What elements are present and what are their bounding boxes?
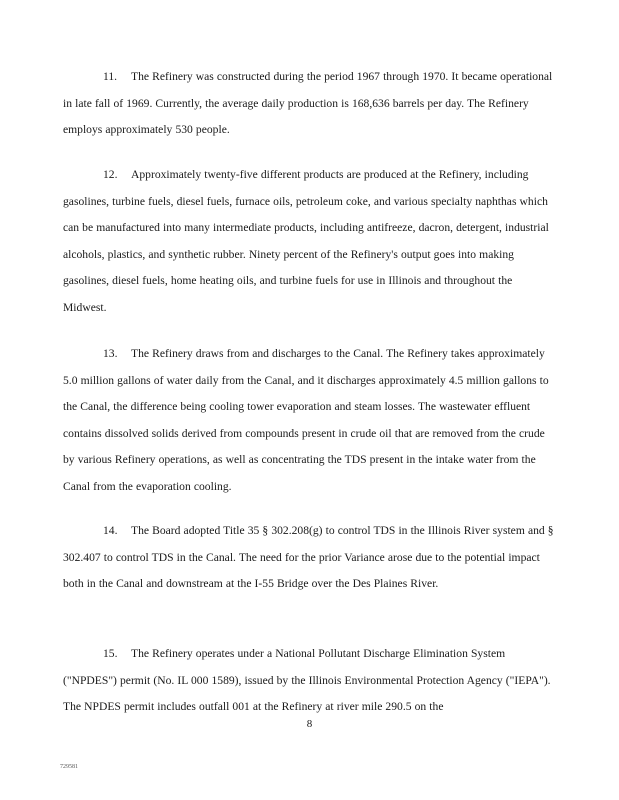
paragraph-number: 12. <box>103 168 118 181</box>
paragraph-15 <box>63 641 558 721</box>
page-number: 8 <box>306 718 313 730</box>
paragraph-text: The Refinery was constructed during the period 1967 through 1970. It became operational in late fall of 1969. Currently, the average daily production is 168,636 barrels per day. The Refinery employs approximately 530 people. <box>63 70 553 137</box>
footer-document-code: 729581 <box>60 764 78 770</box>
paragraph-number: 13. <box>103 347 118 360</box>
paragraph-number: 14. <box>103 524 118 537</box>
paragraph-number: 11. <box>103 70 118 83</box>
paragraph-13 <box>63 341 558 501</box>
paragraph-14 <box>63 518 558 598</box>
paragraph-text: The Refinery operates under a National Pollutant Discharge Elimination System ("NPDES") permit (No. IL 000 1589), issued by the Illinois Environmental Protection Agency ("IEPA"). The NPDES permit includes outfall 001 at the Refinery at river mile 290.5 on the <box>63 647 551 714</box>
paragraph-text: Approximately twenty-five different products are produced at the Refinery, including gasolines, turbine fuels, diesel fuels, furnace oils, petroleum coke, and various specialty naphthas which can be manufactured into many intermediate products, including antifreeze, dacron, detergent, industrial alcohols, plastics, and synthetic rubber. Ninety percent of the Refinery's output goes into making gasolines, diesel fuels, home heating oils, and turbine fuels for use in Illinois and throughout the Midwest. <box>63 168 549 314</box>
paragraph-number: 15. <box>103 647 118 660</box>
paragraph-text: The Board adopted Title 35 § 302.208(g) to control TDS in the Illinois River system and § 302.407 to control TDS in the Canal. The need for the prior Variance arose due to the potential impact both in the Canal and downstream at the I-55 Bridge over the Des Plaines River. <box>63 524 554 591</box>
paragraph-text: The Refinery draws from and discharges to the Canal. The Refinery takes approximately 5.0 million gallons of water daily from the Canal, and it discharges approximately 4.5 million gallons to the Canal, the difference being cooling tower evaporation and steam losses. The wastewater effluent contains dissolved solids derived from compounds present in crude oil that are removed from the crude by various Refinery operations, as well as concentrating the TDS present in the intake water from the Canal from the evaporation cooling. <box>63 347 549 493</box>
paragraph-11 <box>63 64 558 144</box>
paragraph-12 <box>63 162 558 322</box>
